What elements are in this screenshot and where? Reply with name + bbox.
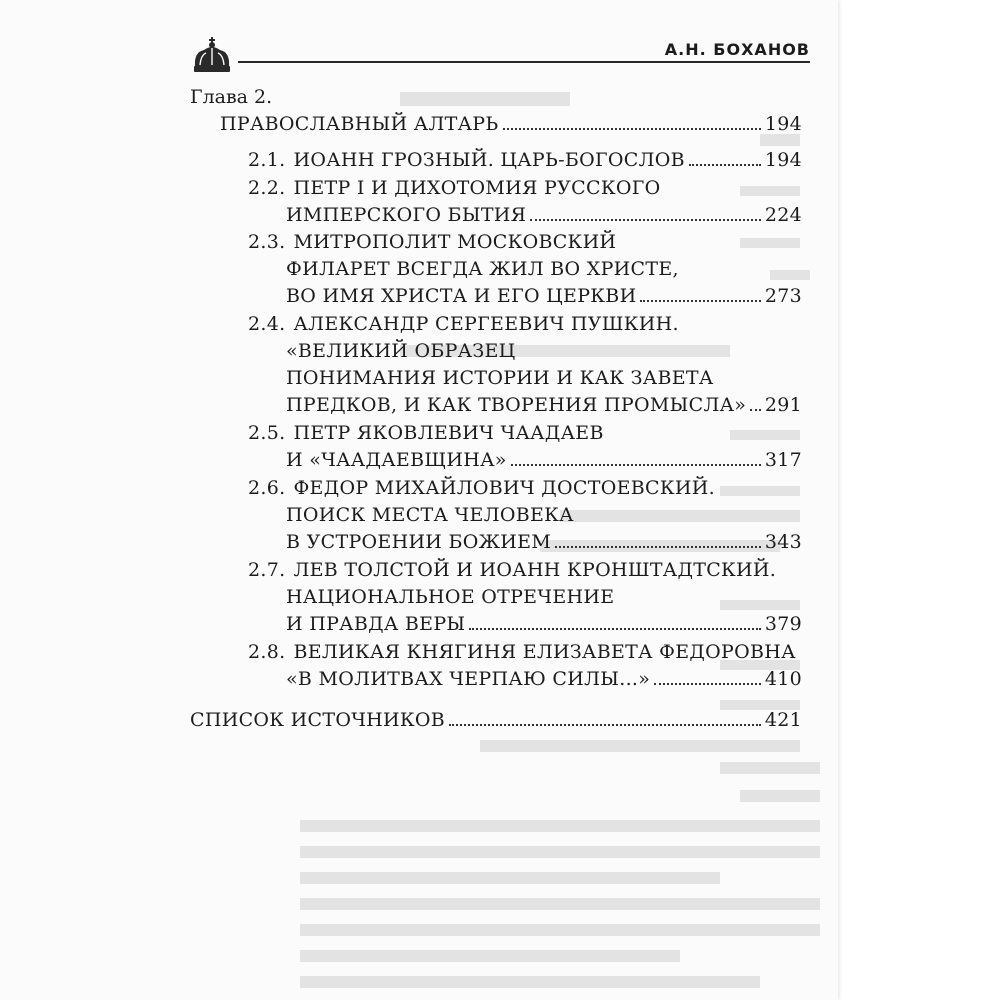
- toc-entry-line: НАЦИОНАЛЬНОЕ ОТРЕЧЕНИЕ: [286, 586, 615, 608]
- toc-entry-line: ПРЕДКОВ, И КАК ТВОРЕНИЯ ПРОМЫСЛА»: [286, 394, 747, 416]
- toc-entry-title: ПРАВОСЛАВНЫЙ АЛТАРЬ: [220, 113, 499, 135]
- toc-entry: [248, 475, 802, 556]
- running-head-author: А.Н. БОХАНОВ: [655, 40, 810, 59]
- crown-icon: [190, 36, 234, 76]
- chapter-label: Глава 2.: [190, 86, 273, 108]
- toc-page-number: 317: [764, 449, 802, 471]
- toc-entry: [248, 175, 802, 229]
- toc-entry: [248, 311, 802, 419]
- toc-entry-line: В УСТРОЕНИИ БОЖИЕМ: [286, 531, 552, 553]
- toc-entry-line: ЛЕВ ТОЛСТОЙ И ИОАНН КРОНШТАДТСКИЙ.: [293, 559, 777, 581]
- leader-dots: [503, 128, 761, 130]
- toc-entry-number: 2.3.: [248, 231, 286, 253]
- toc-entry-number: 2.6.: [248, 477, 286, 499]
- leader-dots: [555, 546, 761, 548]
- leader-dots: [750, 409, 761, 411]
- toc-page-number: 379: [764, 613, 802, 635]
- toc-entry-line: ПОНИМАНИЯ ИСТОРИИ И КАК ЗАВЕТА: [286, 367, 714, 389]
- toc-entry-number: 2.4.: [248, 313, 286, 335]
- leader-dots: [689, 164, 761, 166]
- toc-page-number: 421: [764, 709, 802, 731]
- toc-entry-number: 2.8.: [248, 641, 286, 663]
- toc-entry-line: АЛЕКСАНДР СЕРГЕЕВИЧ ПУШКИН.: [293, 313, 679, 335]
- toc-entry-sources: [190, 707, 802, 734]
- toc-page-number: 291: [764, 394, 802, 416]
- toc-page-number: 273: [764, 285, 802, 307]
- toc-entry: [248, 420, 802, 474]
- toc-entry-line: ИМПЕРСКОГО БЫТИЯ: [286, 204, 527, 226]
- toc-entry-line: ПЕТР ЯКОВЛЕВИЧ ЧААДАЕВ: [293, 422, 604, 444]
- toc-entry-line: ПЕТР I И ДИХОТОМИЯ РУССКОГО: [293, 177, 661, 199]
- toc-entry-number: 2.5.: [248, 422, 286, 444]
- toc-entry-main: [220, 111, 802, 138]
- leader-dots: [511, 464, 761, 466]
- toc-entry-number: 2.1.: [248, 149, 286, 171]
- toc-entry: [248, 639, 802, 693]
- leader-dots: [449, 724, 761, 726]
- toc-entry-number: 2.2.: [248, 177, 286, 199]
- toc-entry: [248, 229, 802, 310]
- toc-entry-line: И ПРАВДА ВЕРЫ: [286, 613, 466, 635]
- toc-entry-line: ФЕДОР МИХАЙЛОВИЧ ДОСТОЕВСКИЙ.: [293, 477, 715, 499]
- toc-entry-line: ВО ИМЯ ХРИСТА И ЕГО ЦЕРКВИ: [286, 285, 637, 307]
- toc-page-number: 224: [764, 204, 802, 226]
- toc-entry-line: ФИЛАРЕТ ВСЕГДА ЖИЛ ВО ХРИСТЕ,: [286, 258, 679, 280]
- toc-entry-title: СПИСОК ИСТОЧНИКОВ: [190, 709, 446, 731]
- leader-dots: [654, 683, 761, 685]
- toc-entry: [248, 557, 802, 638]
- toc-page-number: 194: [764, 113, 802, 135]
- toc-entry-line: И «ЧААДАЕВЩИНА»: [286, 449, 507, 471]
- toc-entry-number: 2.7.: [248, 559, 286, 581]
- header-rule: [238, 61, 810, 63]
- running-header: [190, 36, 810, 76]
- toc-entry-line: «ВЕЛИКИЙ ОБРАЗЕЦ: [286, 340, 516, 362]
- toc-entry-line: МИТРОПОЛИТ МОСКОВСКИЙ: [293, 231, 617, 253]
- toc-entry-line: ПОИСК МЕСТА ЧЕЛОВЕКА: [286, 504, 574, 526]
- toc-page-number: 410: [764, 668, 802, 690]
- leader-dots: [530, 219, 761, 221]
- toc-entry-line: «В МОЛИТВАХ ЧЕРПАЮ СИЛЫ...»: [286, 668, 651, 690]
- toc-entry-line: ВЕЛИКАЯ КНЯГИНЯ ЕЛИЗАВЕТА ФЕДОРОВНА: [293, 641, 796, 663]
- toc-page-number: 343: [764, 531, 802, 553]
- toc-entry: [248, 147, 802, 174]
- leader-dots: [640, 300, 760, 302]
- toc-entry-line: ИОАНН ГРОЗНЫЙ. ЦАРЬ-БОГОСЛОВ: [293, 149, 685, 171]
- leader-dots: [469, 628, 760, 630]
- toc-page-number: 194: [764, 149, 802, 171]
